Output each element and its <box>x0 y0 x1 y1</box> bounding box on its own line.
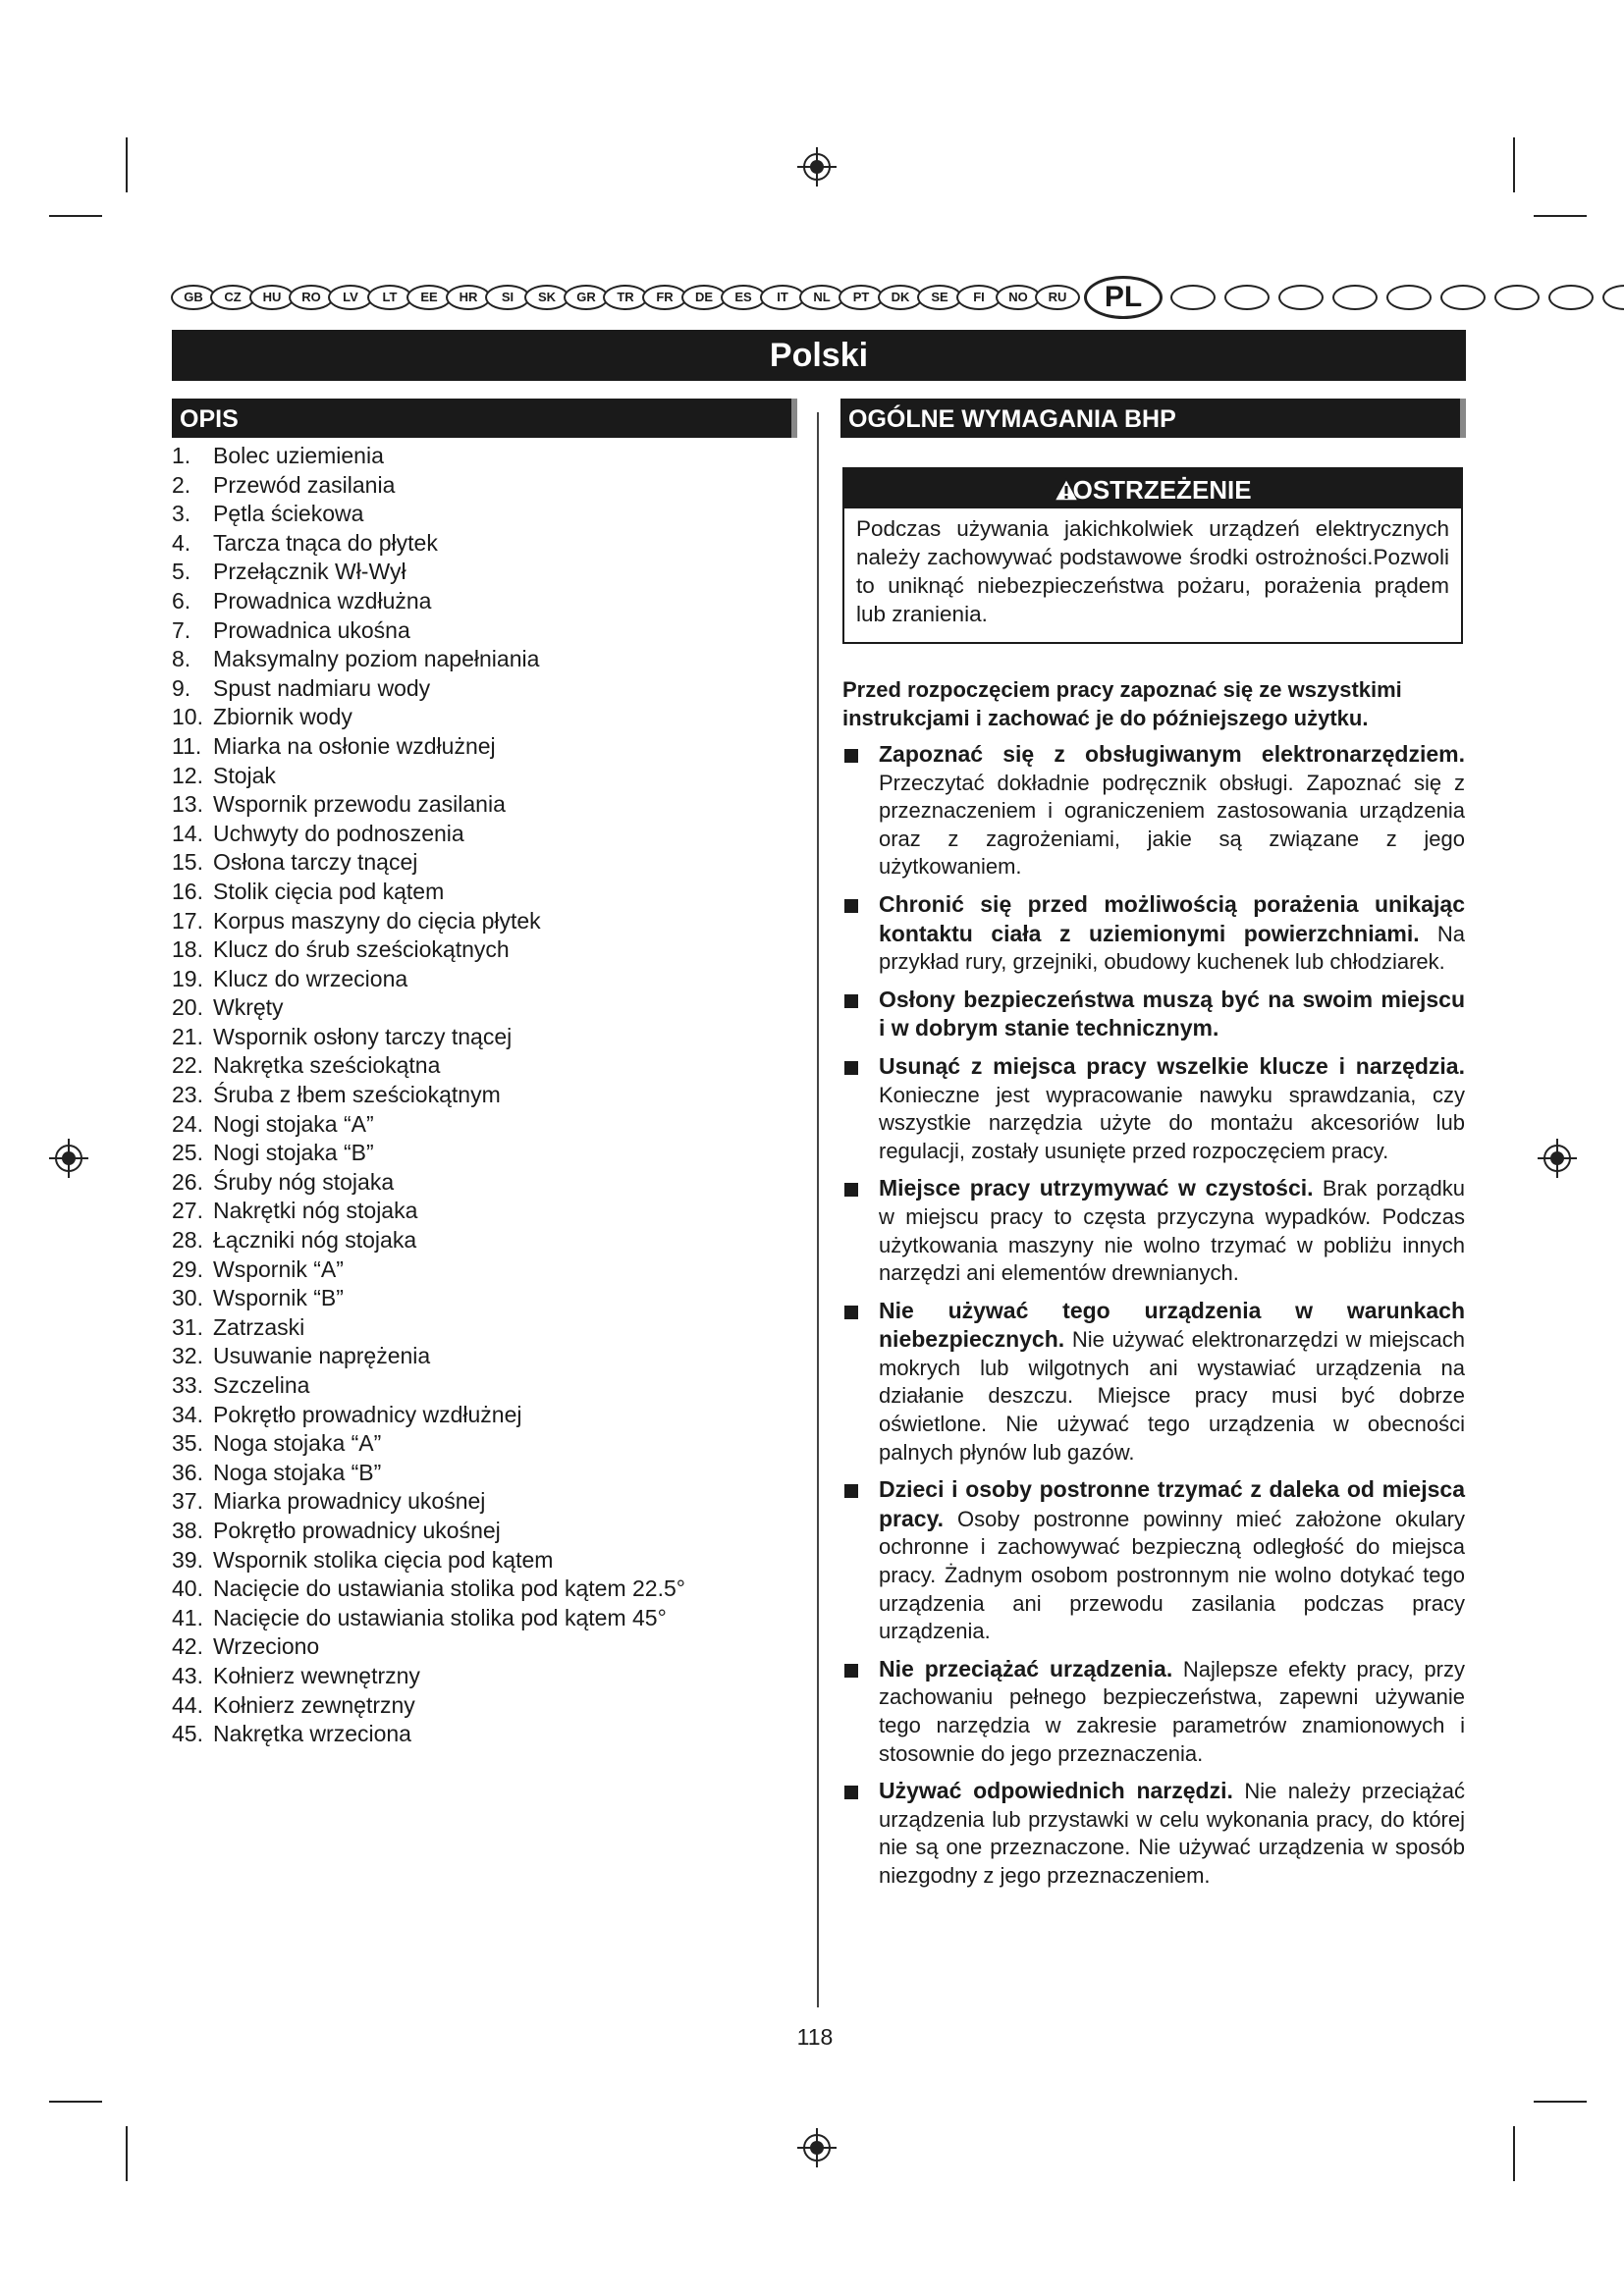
bullet-square-icon <box>844 1664 858 1678</box>
registration-mark-icon <box>47 1137 90 1180</box>
safety-rule <box>842 1052 1465 1165</box>
list-item <box>172 1284 800 1313</box>
list-item-label: Nakrętka sześciokątna <box>213 1052 441 1079</box>
list-item <box>172 674 800 704</box>
list-item-label: Noga stojaka “B” <box>213 1459 382 1485</box>
bullet-square-icon <box>844 1061 858 1075</box>
list-item-number: 37. <box>172 1488 203 1515</box>
language-tab: SI <box>485 285 530 310</box>
list-item-number: 44. <box>172 1691 203 1718</box>
list-item-label: Wrzeciono <box>213 1633 320 1660</box>
list-item-number: 11. <box>172 732 202 759</box>
list-item-label: Uchwyty do podnoszenia <box>213 820 464 846</box>
safety-rule-body: Osoby postronne powinny mieć założone okulary ochronne i zachowywać bezpieczną odległość do miejsca pracy. Żadnym osobom postronnym nie wolno dotykać tego urządzenia ani przewodu zasilania podczas pracy urządzenia. <box>879 1506 1465 1644</box>
crop-mark <box>1513 2126 1515 2181</box>
registration-mark-icon <box>795 2126 839 2169</box>
warning-text: Podczas używania jakichkolwiek urządzeń elektrycznych należy zachowywać podstawowe środki ostrożności.Pozwoli to uniknąć niebezpieczeństwa pożaru, porażenia prądem lub zranienia. <box>856 516 1449 626</box>
list-item-label: Maksymalny poziom napełniania <box>213 646 540 672</box>
crop-mark <box>49 2101 102 2103</box>
language-tab: DK <box>878 285 923 310</box>
bullet-square-icon <box>844 1306 858 1319</box>
list-item-label: Noga stojaka “A” <box>213 1430 382 1457</box>
crop-mark <box>126 2126 128 2181</box>
bullet-square-icon <box>844 1183 858 1197</box>
safety-rule-body: Konieczne jest wypracowanie nawyku sprawdzania, czy wszystkie narzędzia użyte do montażu akcesoriów lub regulacji, zostały usunięte przed rozpoczęciem pracy. <box>879 1082 1465 1163</box>
list-item <box>172 878 800 907</box>
language-tab: NO <box>996 285 1041 310</box>
section-heading-opis: OPIS <box>172 399 797 438</box>
list-item <box>172 1139 800 1168</box>
list-item <box>172 1371 800 1401</box>
list-item-number: 23. <box>172 1082 203 1108</box>
empty-language-tab <box>1386 285 1432 310</box>
list-item-number: 30. <box>172 1285 203 1311</box>
list-item-number: 35. <box>172 1430 203 1457</box>
language-tab: EE <box>406 285 452 310</box>
language-tab: HU <box>249 285 295 310</box>
language-tabs <box>171 278 1624 317</box>
list-item-label: Śruby nóg stojaka <box>213 1168 395 1195</box>
language-tab: NL <box>799 285 844 310</box>
list-item-number: 40. <box>172 1575 203 1602</box>
list-item-number: 18. <box>172 936 203 963</box>
list-item <box>172 529 800 559</box>
list-item <box>172 500 800 529</box>
safety-rule-body: Najlepsze efekty pracy, przy zachowaniu pełnego bezpieczeństwa, zapewni używanie tego narzędzia w zakresie parametrów znamionowych i stosownie do jego przeznaczenia. <box>879 1656 1465 1766</box>
list-item-number: 20. <box>172 994 203 1021</box>
list-item-number: 10. <box>172 704 203 730</box>
list-item <box>172 1401 800 1430</box>
safety-rule-body: Nie należy przeciążać urządzenia lub przystawki w celu wykonania pracy, do której nie są one przeznaczone. Nie używać urządzenia w sposób niezgodny z jego przeznaczeniem. <box>879 1779 1465 1888</box>
crop-mark <box>126 137 128 192</box>
list-item-label: Usuwanie naprężenia <box>213 1343 431 1369</box>
list-item-label: Prowadnica wzdłużna <box>213 587 432 614</box>
list-item <box>172 907 800 936</box>
language-tab: FR <box>642 285 687 310</box>
list-item-label: Stolik cięcia pod kątem <box>213 878 445 904</box>
list-item-label: Wkręty <box>213 994 284 1021</box>
list-item <box>172 848 800 878</box>
list-item-label: Szczelina <box>213 1372 310 1398</box>
list-item-label: Łączniki nóg stojaka <box>213 1227 417 1254</box>
list-item-label: Przewód zasilania <box>213 471 396 498</box>
list-item-number: 15. <box>172 849 203 876</box>
list-item-label: Prowadnica ukośna <box>213 616 410 643</box>
language-tab: PT <box>839 285 884 310</box>
list-item-label: Pętla ściekowa <box>213 501 364 527</box>
safety-rule-title: Nie używać tego urządzenia w warunkach niebezpiecznych. <box>879 1297 1465 1353</box>
list-item <box>172 1342 800 1371</box>
list-item <box>172 587 800 616</box>
warning-heading-text: OSTRZEŻENIE <box>1072 475 1252 505</box>
list-item-number: 7. <box>172 616 191 643</box>
list-item-number: 32. <box>172 1343 203 1369</box>
intro-paragraph: Przed rozpoczęciem pracy zapoznać się ze wszystkimi instrukcjami i zachować je do późniejszego użytku. <box>842 677 1402 730</box>
list-item-number: 38. <box>172 1517 203 1543</box>
safety-rule-title: Nie przeciążać urządzenia. <box>879 1655 1173 1682</box>
language-tab: GR <box>564 285 609 310</box>
empty-language-tab <box>1170 285 1216 310</box>
list-item-number: 43. <box>172 1662 203 1688</box>
list-item-number: 6. <box>172 587 191 614</box>
list-item <box>172 1255 800 1285</box>
list-item-label: Pokrętło prowadnicy ukośnej <box>213 1517 501 1543</box>
list-item-label: Klucz do wrzeciona <box>213 965 408 991</box>
empty-language-tabs <box>1170 285 1624 310</box>
list-item-label: Wspornik przewodu zasilania <box>213 791 506 818</box>
list-item-number: 13. <box>172 791 203 818</box>
list-item-label: Kołnierz wewnętrzny <box>213 1662 420 1688</box>
safety-rule-body: Przeczytać dokładnie podręcznik obsługi. Zapoznać się z przeznaczeniem i ograniczeniem zastosowania urządzenia oraz z zagrożeniami, jakie są związane z jego użytkowaniem. <box>879 770 1465 880</box>
list-item-number: 29. <box>172 1255 203 1282</box>
bullet-square-icon <box>844 899 858 913</box>
list-item-number: 3. <box>172 501 191 527</box>
list-item-number: 42. <box>172 1633 203 1660</box>
list-item-label: Kołnierz zewnętrzny <box>213 1691 415 1718</box>
list-item-number: 9. <box>172 674 191 701</box>
list-item-number: 36. <box>172 1459 203 1485</box>
bullet-square-icon <box>844 749 858 763</box>
list-item-number: 14. <box>172 820 203 846</box>
safety-rule <box>842 740 1465 881</box>
list-item-number: 1. <box>172 443 191 468</box>
list-item <box>172 1662 800 1691</box>
list-item-number: 17. <box>172 907 203 934</box>
list-item-number: 12. <box>172 762 203 788</box>
language-tab: LT <box>367 285 412 310</box>
safety-rule <box>842 1777 1465 1890</box>
empty-language-tab <box>1602 285 1624 310</box>
list-item-number: 22. <box>172 1052 203 1079</box>
list-item <box>172 1604 800 1633</box>
page-number: 118 <box>796 2024 834 2050</box>
empty-language-tab <box>1224 285 1270 310</box>
safety-rule <box>842 890 1465 977</box>
safety-rule <box>842 1655 1465 1768</box>
list-item-number: 25. <box>172 1140 203 1166</box>
bullet-square-icon <box>844 1786 858 1799</box>
list-item <box>172 1429 800 1459</box>
list-item-number: 45. <box>172 1721 203 1747</box>
list-item-label: Nakrętki nóg stojaka <box>213 1198 418 1224</box>
warning-heading <box>844 469 1461 508</box>
bullet-square-icon <box>844 994 858 1008</box>
list-item <box>172 1691 800 1721</box>
list-item <box>172 762 800 791</box>
safety-rule-title: Miejsce pracy utrzymywać w czystości. <box>879 1175 1314 1201</box>
warning-box <box>842 467 1463 644</box>
list-item <box>172 1110 800 1140</box>
empty-language-tab <box>1332 285 1378 310</box>
safety-rule-title: Zapoznać się z obsługiwanym elektronarzędziem. <box>879 741 1465 767</box>
crop-mark <box>1513 137 1515 192</box>
list-item <box>172 1081 800 1110</box>
list-item-label: Nakrętka wrzeciona <box>213 1721 411 1747</box>
list-item-label: Miarka na osłonie wzdłużnej <box>213 732 496 759</box>
list-item <box>172 993 800 1023</box>
safety-rule-title: Osłony bezpieczeństwa muszą być na swoim miejscu i w dobrym stanie technicznym. <box>879 986 1465 1041</box>
list-item-number: 27. <box>172 1198 203 1224</box>
list-item-label: Nogi stojaka “A” <box>213 1110 374 1137</box>
list-item <box>172 1051 800 1081</box>
list-item <box>172 471 800 501</box>
list-item-label: Klucz do śrub sześciokątnych <box>213 936 510 963</box>
safety-rule <box>842 1297 1465 1468</box>
list-item-label: Stojak <box>213 762 276 788</box>
list-item-label: Tarcza tnąca do płytek <box>213 529 438 556</box>
safety-rule-body: Brak porządku w miejscu pracy to częsta przyczyna wypadków. Podczas użytkowania maszyny nie wolno trzymać w pobliżu innych narzędzi ani elementów drewnianych. <box>879 1176 1465 1286</box>
list-item <box>172 1546 800 1575</box>
safety-rule-body: Nie używać elektronarzędzi w miejscach mokrych lub wilgotnych ani wystawiać urządzenia na działanie deszczu. Miejsce pracy musi być dobrze oświetlone. Nie używać tego urządzenia w obecności palnych płynów lub gazów. <box>879 1327 1465 1465</box>
list-item-number: 2. <box>172 471 191 498</box>
list-item-number: 8. <box>172 646 191 672</box>
list-item <box>172 935 800 965</box>
list-item <box>172 790 800 820</box>
list-item-label: Nacięcie do ustawiania stolika pod kątem 45° <box>213 1604 667 1630</box>
list-item-label: Wspornik “A” <box>213 1255 344 1282</box>
list-item-number: 33. <box>172 1372 203 1398</box>
list-item <box>172 703 800 732</box>
list-item-label: Zatrzaski <box>213 1313 305 1340</box>
safety-rule-title: Używać odpowiednich narzędzi. <box>879 1778 1233 1804</box>
list-item-label: Wspornik stolika cięcia pod kątem <box>213 1546 554 1573</box>
list-item-label: Miarka prowadnicy ukośnej <box>213 1488 486 1515</box>
list-item-number: 19. <box>172 965 203 991</box>
list-item-number: 39. <box>172 1546 203 1573</box>
list-item-label: Nacięcie do ustawiania stolika pod kątem 22.5° <box>213 1575 685 1602</box>
list-item-label: Spust nadmiaru wody <box>213 674 431 701</box>
column-divider <box>817 412 819 2007</box>
list-item <box>172 1632 800 1662</box>
safety-rule-title: Usunąć z miejsca pracy wszelkie klucze i narzędzia. <box>879 1052 1465 1079</box>
list-item <box>172 1517 800 1546</box>
language-tab: ES <box>721 285 766 310</box>
list-item <box>172 1487 800 1517</box>
safety-rule <box>842 1174 1465 1287</box>
list-item-number: 31. <box>172 1313 203 1340</box>
list-item-label: Zbiornik wody <box>213 704 352 730</box>
language-tab: SE <box>917 285 962 310</box>
bullet-square-icon <box>844 1484 858 1498</box>
list-item <box>172 616 800 646</box>
language-tab: IT <box>760 285 805 310</box>
parts-list <box>172 442 800 1749</box>
list-item-number: 34. <box>172 1401 203 1427</box>
empty-language-tab <box>1440 285 1486 310</box>
language-tab-active: PL <box>1084 276 1163 319</box>
list-item-number: 26. <box>172 1168 203 1195</box>
list-item <box>172 820 800 849</box>
list-item-label: Wspornik osłony tarczy tnącej <box>213 1023 513 1049</box>
list-item-label: Przełącznik Wł-Wył <box>213 559 406 585</box>
list-item <box>172 732 800 762</box>
empty-language-tab <box>1278 285 1324 310</box>
safety-rule-title: Dzieci i osoby postronne trzymać z daleka od miejsca pracy. <box>879 1476 1465 1531</box>
empty-language-tab <box>1548 285 1594 310</box>
list-item-number: 24. <box>172 1110 203 1137</box>
list-item <box>172 442 800 471</box>
list-item <box>172 1197 800 1226</box>
language-tab-list <box>171 285 1074 310</box>
list-item-label: Osłona tarczy tnącej <box>213 849 418 876</box>
safety-rule <box>842 986 1465 1043</box>
list-item <box>172 1575 800 1604</box>
registration-mark-icon <box>795 145 839 188</box>
list-item-label: Nogi stojaka “B” <box>213 1140 374 1166</box>
list-item <box>172 1226 800 1255</box>
language-tab: FI <box>956 285 1001 310</box>
list-item-number: 41. <box>172 1604 203 1630</box>
crop-mark <box>49 215 102 217</box>
crop-mark <box>1534 2101 1587 2103</box>
language-tab: SK <box>524 285 569 310</box>
page-title: Polski <box>172 330 1466 381</box>
safety-rule <box>842 1475 1465 1646</box>
section-heading-bhp: OGÓLNE WYMAGANIA BHP <box>840 399 1466 438</box>
list-item-number: 16. <box>172 878 203 904</box>
list-item-label: Pokrętło prowadnicy wzdłużnej <box>213 1401 522 1427</box>
list-item-number: 21. <box>172 1023 203 1049</box>
list-item-number: 4. <box>172 529 191 556</box>
list-item-label: Śruba z łbem sześciokątnym <box>213 1082 501 1108</box>
list-item-number: 5. <box>172 559 191 585</box>
language-tab: RU <box>1035 285 1080 310</box>
list-item-number: 28. <box>172 1227 203 1254</box>
crop-mark <box>1534 215 1587 217</box>
list-item <box>172 1459 800 1488</box>
list-item <box>172 558 800 587</box>
list-item <box>172 1720 800 1749</box>
language-tab: DE <box>681 285 727 310</box>
list-item-label: Korpus maszyny do cięcia płytek <box>213 907 541 934</box>
list-item <box>172 965 800 994</box>
list-item-label: Wspornik “B” <box>213 1285 344 1311</box>
language-tab: TR <box>603 285 648 310</box>
safety-rule-title: Chronić się przed możliwością porażenia unikając kontaktu ciała z uziemionymi powierzchniami. <box>879 890 1465 946</box>
list-item <box>172 1313 800 1343</box>
registration-mark-icon <box>1536 1137 1579 1180</box>
list-item <box>172 645 800 674</box>
list-item <box>172 1023 800 1052</box>
language-tab: LV <box>328 285 373 310</box>
empty-language-tab <box>1494 285 1540 310</box>
list-item-label: Bolec uziemienia <box>213 443 384 468</box>
safety-rule-body: Na przykład rury, grzejniki, obudowy kuchenek lub chłodziarek. <box>879 921 1465 975</box>
language-tab: GB <box>171 285 216 310</box>
list-item <box>172 1168 800 1198</box>
language-tab: HR <box>446 285 491 310</box>
language-tab: CZ <box>210 285 255 310</box>
language-tab: RO <box>289 285 334 310</box>
safety-rules-list <box>842 740 1465 1899</box>
